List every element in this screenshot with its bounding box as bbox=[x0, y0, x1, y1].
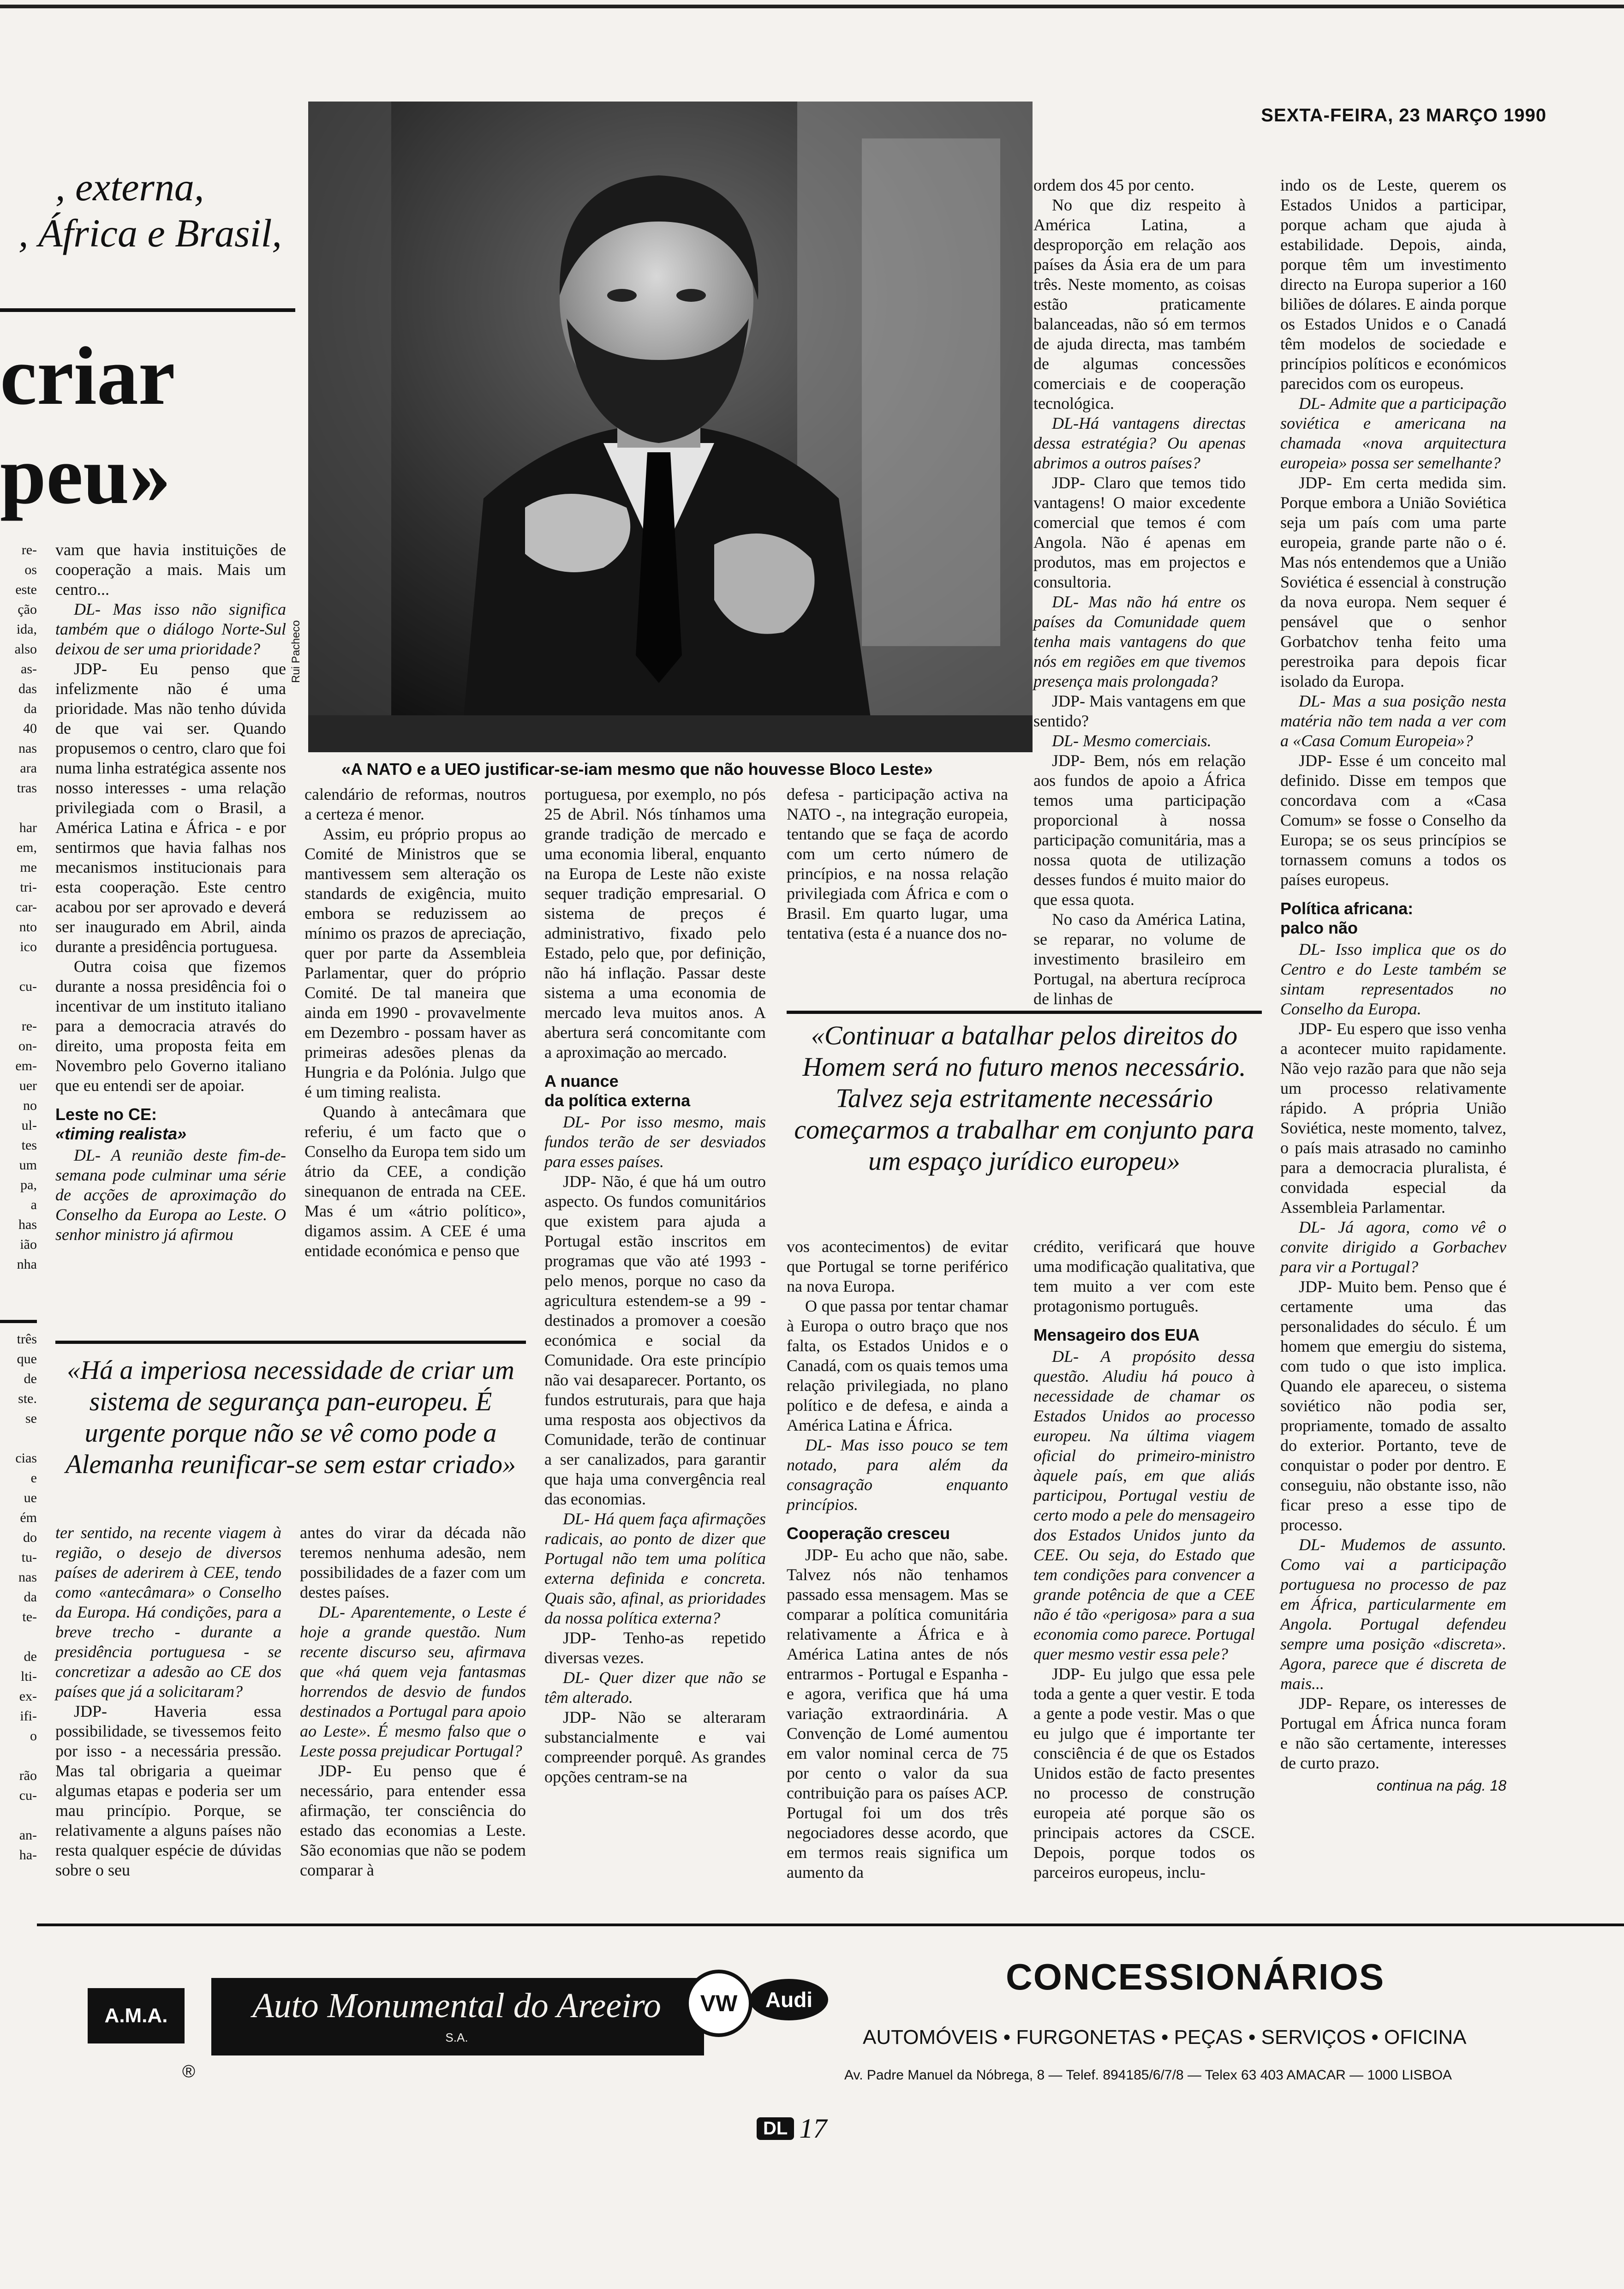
stub-fragment bbox=[0, 1746, 37, 1766]
headline-top bbox=[18, 164, 282, 256]
column-f-text-2 bbox=[1280, 940, 1506, 1773]
interview-photo bbox=[308, 102, 1033, 752]
stub-fragment: do bbox=[23, 1530, 37, 1545]
paragraph: defesa - participação activa na NATO -, na integração europeia, tentando que se faça de acordo com um certo número de princípios, e na nossa relação privilegiada com África e com o Brasil. Em quarto lugar, uma tentativa (esta é a nuance dos no- bbox=[787, 785, 1008, 942]
paragraph: JDP- Claro que temos tido vantagens! O maior excedente comercial que temos é com Angola. Não é apenas em produtos, mas em projectos e consultoria. bbox=[1033, 473, 1246, 591]
paragraph: DL-Há vantagens directas dessa estratégia? Ou apenas abrimos a outros países? bbox=[1033, 414, 1246, 472]
stub-fragment: ste. bbox=[18, 1391, 37, 1406]
paragraph: JDP- Haveria essa possibilidade, se tivessemos feito por isso - a necessária pressão. Mas tal obrigaria a queimar algumas etapas e poderia ser um mau princípio. Porque, se relativamente a alguns países não resta qualquer espécie de dúvidas sobre o seu bbox=[55, 1702, 281, 1879]
paragraph: ter sentido, na recente viagem à região, o desejo de diversos países de aderirem à CEE, tendo como «antecâmara» o Conselho da Europa. Há condições, para a breve trecho - durante a presidência portuguesa - se concretizar a adesão ao CE dos países que já a solicitaram? bbox=[55, 1523, 281, 1701]
paragraph: JDP- Muito bem. Penso que é certamente uma das personalidades do século. É um homem que emergiu do sistema, com tudo o que isto implica. Quando ele apareceu, o sistema soviético não podia ser, propriamente, tomado de assalto do exterior. Portanto, teve de conquistar o poder por dentro. E conseguiu, não obstante isso, não ficar preso a esse tipo de processo. bbox=[1280, 1277, 1506, 1534]
paragraph: DL- Admite que a participação soviética e americana na chamada «nova arquitectura europeia» possa ser semelhante? bbox=[1280, 394, 1506, 472]
stub-fragment: e bbox=[30, 1470, 37, 1486]
stub-fragment: tes bbox=[21, 1138, 37, 1153]
stub-fragment bbox=[0, 1627, 37, 1647]
column-f bbox=[1280, 175, 1506, 1915]
subheading-nuance-line-2: da política externa bbox=[544, 1091, 691, 1110]
paragraph: JDP- Tenho-as repetido diversas vezes. bbox=[544, 1629, 766, 1667]
paragraph: DL- Mudemos de assunto. Como vai a participação portuguesa no processo de paz em África, particularmente em Angola. Portugal defendeu sempre uma posição «discreta». Agora, parece que é discreta de mais... bbox=[1280, 1535, 1506, 1693]
stub-fragment bbox=[0, 957, 37, 977]
subheading-leste-line-2: «timing realista» bbox=[55, 1124, 187, 1143]
subheading-nuance bbox=[544, 1072, 766, 1110]
paragraph: antes do virar da década não teremos nenhuma adesão, nem possibilidades de a fazer com um destes países. bbox=[300, 1523, 526, 1601]
column-e-lower bbox=[1033, 1237, 1255, 1915]
portrait-illustration bbox=[308, 102, 1033, 752]
stub-fragment bbox=[0, 798, 37, 818]
paragraph: JDP- Repare, os interesses de Portugal em África nunca foram e não são certamente, interesses de curto prazo. bbox=[1280, 1694, 1506, 1772]
column-a-lower bbox=[55, 1523, 281, 1915]
column-d-lower-text-2 bbox=[787, 1545, 1008, 1882]
column-e-lower-text-2 bbox=[1033, 1347, 1255, 1882]
paragraph: JDP- Bem, nós em relação aos fundos de apoio a África temos uma participação proporcional à nossa participação comunitária, mas a nossa quota de utilização desses fundos é muito maior do que essa quota. bbox=[1033, 751, 1246, 909]
subheading-leste bbox=[55, 1105, 286, 1144]
ad-top-rule bbox=[37, 1923, 1624, 1926]
paragraph: DL- Por isso mesmo, mais fundos terão de ser desviados para esses países. bbox=[544, 1113, 766, 1171]
subheading-cooperacao-line: Cooperação cresceu bbox=[787, 1524, 950, 1543]
paragraph: vam que havia instituições de cooperação a mais. Mais um centro... bbox=[55, 540, 286, 599]
stub-fragment: da bbox=[24, 1589, 37, 1605]
stub-fragment: on- bbox=[18, 1038, 37, 1054]
paragraph: JDP- Eu julgo que essa pele toda a gente a quer vestir. E toda a gente a pode vestir. Mas o que eu julgo que é importante ter consciência é de que os Estados Unidos estão de facto presentes no processo de construção europeia até porque são os principais actores da CSCE. Depois, porque todos os parceiros europeus, inclu- bbox=[1033, 1665, 1255, 1882]
stub-fragment: no bbox=[23, 1098, 37, 1113]
stub-fragment: ha- bbox=[19, 1847, 37, 1863]
column-c bbox=[544, 785, 766, 1911]
subheading-eua-line: Mensageiro dos EUA bbox=[1033, 1325, 1200, 1344]
stub-fragment: tu- bbox=[21, 1550, 37, 1565]
paragraph: JDP- Esse é um conceito mal definido. Disse em tempos que concordava com a «Casa Comum» se fosse o Conselho da Europa; se os seus princípios se tornassem comuns a todos os países europeus. bbox=[1280, 751, 1506, 889]
stub-fragment: nas bbox=[18, 1570, 37, 1585]
stub-fragment: has bbox=[18, 1217, 37, 1232]
stub-fragment: os bbox=[24, 562, 37, 577]
page-footer bbox=[757, 2113, 827, 2145]
column-e-lower-text bbox=[1033, 1237, 1255, 1316]
column-b-text bbox=[304, 785, 526, 1261]
stub-fragment: um bbox=[19, 1157, 37, 1173]
stub-fragment: re- bbox=[21, 1019, 37, 1034]
stub-fragment: car- bbox=[15, 899, 37, 915]
subheading-africa bbox=[1280, 899, 1506, 938]
headline-big-1: criar bbox=[0, 330, 175, 422]
paragraph: DL- Há quem faça afirmações radicais, ao ponto de dizer que Portugal não tem uma política externa definida e concreta. Quais são, afinal, as prioridades da nossa política externa? bbox=[544, 1510, 766, 1627]
vw-logo bbox=[685, 1970, 752, 2037]
paragraph: DL- Quer dizer que não se têm alterado. bbox=[544, 1668, 766, 1707]
subheading-africa-line-1: Política africana: bbox=[1280, 899, 1414, 918]
paragraph: JDP- Mais vantagens em que sentido? bbox=[1033, 692, 1246, 730]
column-a-text-2 bbox=[55, 1145, 286, 1245]
vw-logo-text: VW bbox=[700, 1990, 738, 2016]
column-a-text bbox=[55, 540, 286, 1096]
column-b-lower bbox=[300, 1523, 526, 1915]
stub-fragment: har bbox=[19, 820, 37, 835]
pull-quote-right: «Continuar a batalhar pelos direitos do Homem será no futuro menos necessário. Talvez seja estritamente necessário começarmos a trabalhar em conjunto para um espaço jurídico europeu» bbox=[794, 1020, 1254, 1176]
column-f-text bbox=[1280, 175, 1506, 890]
pull-left-rule bbox=[55, 1341, 526, 1344]
column-e-text bbox=[1033, 175, 1246, 1009]
paragraph: JDP- Eu penso que infelizmente não é uma prioridade. Mas não tenho dúvida de que vai ser. Quando propusemos o centro, claro que foi numa linha estratégica assente nos nosso interesses - uma relação privilegiada com o Brasil, a América Latina e África - e por sentirmos que havia falhas nos mecanismos institucionais para esta cooperação. Este centro acabou por ser aprovado e deverá ser inaugurado em Abril, ainda durante a presidência portuguesa. bbox=[55, 659, 286, 956]
paragraph: No caso da América Latina, se reparar, no volume de investimento brasileiro em Portugal, na abertura recíproca de linhas de bbox=[1033, 910, 1246, 1008]
photo-caption: «A NATO e a UEO justificar-se-iam mesmo que não houvesse Bloco Leste» bbox=[341, 760, 933, 779]
audi-logo bbox=[750, 1979, 828, 2020]
stub-fragment: nas bbox=[18, 741, 37, 756]
paragraph: Outra coisa que fizemos durante a nossa presidência foi o incentivar de um instituto italiano para a democracia através do direito, uma proposta feita em Novembro pelo Governo italiano que eu entendi ser de apoiar. bbox=[55, 957, 286, 1095]
stub-fragment: cu- bbox=[19, 1788, 37, 1803]
column-b-lower-text bbox=[300, 1523, 526, 1880]
subheading-africa-line-2: palco não bbox=[1280, 918, 1358, 937]
pull-quote-left: «Há a imperiosa necessidade de criar um sistema de segurança pan-europeu. É urgente porque não se vê como pode a Alemanha reunificar-se sem estar criado» bbox=[65, 1355, 516, 1479]
stub-fragment: re- bbox=[21, 542, 37, 557]
stub-fragment: três bbox=[17, 1331, 37, 1347]
stub-fragment: 40 bbox=[23, 721, 37, 736]
page-date: SEXTA-FEIRA, 23 MARÇO 1990 bbox=[1261, 105, 1546, 126]
ad-title: CONCESSIONÁRIOS bbox=[1006, 1956, 1385, 1997]
stub-fragment: de bbox=[24, 1649, 37, 1664]
stub-fragment: ção bbox=[18, 602, 37, 617]
column-a-lower-text bbox=[55, 1523, 281, 1880]
stub-fragment: ue bbox=[24, 1490, 37, 1505]
brand-sa: S.A. bbox=[445, 2031, 468, 2044]
stub-fragment: ida, bbox=[16, 622, 37, 637]
left-stub-column-lower bbox=[0, 1329, 37, 1865]
stub-fragment bbox=[0, 996, 37, 1016]
stub-fragment: que bbox=[17, 1351, 37, 1366]
stub-fragment: este bbox=[15, 582, 37, 597]
stub-fragment: ifi- bbox=[20, 1708, 37, 1724]
subheading-cooperacao bbox=[787, 1524, 1008, 1543]
paragraph: Assim, eu próprio propus ao Comité de Ministros que se mantivessem sem alteração os standards de exigência, muito embora se reduzissem ao mínimo os prazos de apreciação, quer por parte da Assembleia Parlamentar, quer do próprio Comité. De tal maneira que ainda em 1990 - provavelmente em Dezembro - possam haver as primeiras adesões plenas da Hungria e da Polónia. Julgo que é um timing realista. bbox=[304, 825, 526, 1101]
paragraph: DL- Mas não há entre os países da Comunidade quem tenha mais vantagens do que nós em regiões em que tivemos presença mais prolongada? bbox=[1033, 593, 1246, 690]
headline-rule bbox=[0, 308, 295, 312]
stub-fragment bbox=[0, 1428, 37, 1448]
paragraph: portuguesa, por exemplo, no pós 25 de Abril. Nós tínhamos uma grande tradição de mercado e uma economia liberal, enquanto na Europa de Leste não existe sequer tradição empresarial. O sistema de preços é administrativo, fixado pelo Estado, pelo que, por definição, não há inflação. Passar deste sistema a uma economia de mercado leva muitos anos. A abertura será concomitante com a aproximação ao mercado. bbox=[544, 785, 766, 1061]
brand-name: Auto Monumental do Areeiro bbox=[252, 1986, 661, 2025]
stub-fragment: ém bbox=[20, 1510, 37, 1525]
photo-credit: Rui Pacheco bbox=[290, 620, 302, 683]
stub-fragment: as- bbox=[21, 661, 37, 677]
headline-big-2: peu» bbox=[0, 429, 171, 521]
registered-mark: ® bbox=[182, 2062, 195, 2081]
stub-fragment: also bbox=[14, 641, 37, 657]
paragraph: JDP- Eu penso que é necessário, para entender essa afirmação, ter consciência do estado das economias a Leste. São economias que não se podem comparar à bbox=[300, 1762, 526, 1879]
paragraph: DL- A reunião deste fim-de-semana pode culminar uma série de acções de aproximação do Conselho da Europa ao Leste. O senhor ministro já afirmou bbox=[55, 1146, 286, 1244]
stub-fragment: em- bbox=[15, 1058, 37, 1073]
stub-fragment: o bbox=[30, 1728, 37, 1744]
paragraph: DL- Aparentemente, o Leste é hoje a grande questão. Num recente discurso seu, afirmava que «há quem veja fantasmas horrendos de desvio de fundos destinados a Portugal para apoio ao Leste». É mesmo falso que o Leste possa prejudicar Portugal? bbox=[300, 1603, 526, 1760]
top-border bbox=[0, 5, 1624, 8]
paragraph: O que passa por tentar chamar à Europa o outro braço que nos falta, os Estados Unidos e o Canadá, com os quais temos uma relação privilegiada, no plano político e de defesa, e ainda a América Latina e África. bbox=[787, 1297, 1008, 1434]
paragraph: indo os de Leste, querem os Estados Unidos a participar, porque acham que ajuda à estabilidade. Depois, ainda, porque têm um investimento directo na Europa superior a 160 biliões de dólares. E ainda porque os Estados Unidos e o Canadá têm modelos de sociedade e princípios políticos e económicos parecidos com os europeus. bbox=[1280, 176, 1506, 393]
paragraph: JDP- Eu acho que não, sabe. Talvez nós não tenhamos passado essa mensagem. Mas se comparar a política comunitária relativamente a África e à América Latina antes de nós entrarmos - Portugal e Espanha - e agora, verifica que há uma variação extraordinária. A Convenção de Lomé aumentou em valor nominal cerca de 75 por cento o valor da sua contribuição para os países ACP. Portugal foi um dos três negociadores desse acordo, que em termos reais significa um aumento da bbox=[787, 1546, 1008, 1882]
stub-fragment: das bbox=[18, 681, 37, 696]
column-d bbox=[787, 785, 1008, 1001]
paragraph: Quando à antecâmara que referiu, é um facto que o Conselho da Europa tem sido um átrio da CEE, a condição sinequanon de entrada na CEE. Mas é um «átrio político», digamos assim. A CEE é uma entidade económica e penso que bbox=[304, 1103, 526, 1260]
paragraph: DL- Isso implica que os do Centro e do Leste também se sintam representados no Conselho da Europa. bbox=[1280, 940, 1506, 1018]
page-number: 17 bbox=[799, 2113, 827, 2144]
stub-fragment: nto bbox=[19, 919, 37, 935]
paragraph: JDP- Eu espero que isso venha a acontecer muito rapidamente. Não vejo razão para que não seja um processo relativamente rápido. A própria União Soviética, neste momento, talvez, o país mais atrasado no caminho para a democracia pluralista, é convidada especial da Assembleia Parlamentar. bbox=[1280, 1019, 1506, 1216]
paragraph: DL- Mas a sua posição nesta matéria não tem nada a ver com a «Casa Comum Europeia»? bbox=[1280, 692, 1506, 750]
ad-services: AUTOMÓVEIS • FURGONETAS • PEÇAS • SERVIÇOS • OFICINA bbox=[863, 2026, 1467, 2049]
stub-fragment: nha bbox=[17, 1257, 37, 1272]
column-a bbox=[55, 540, 286, 1244]
stub-fragment: ião bbox=[20, 1237, 37, 1252]
stub-fragment: tras bbox=[17, 780, 37, 796]
paragraph: vos acontecimentos) de evitar que Portugal se torne periférico na nova Europa. bbox=[787, 1237, 1008, 1295]
paragraph: No que diz respeito à América Latina, a desproporção em relação aos países da Ásia era de um para três. Neste momento, as coisas estão praticamente balanceadas, não só em termos de ajuda directa, mas também de algumas concessões comerciais e de cooperação tecnológica. bbox=[1033, 196, 1246, 413]
pull-right-rule bbox=[787, 1011, 1262, 1014]
headline-top-line-2: , África e Brasil, bbox=[18, 211, 282, 255]
paragraph: DL- Já agora, como vê o convite dirigido a Gorbachev para vir a Portugal? bbox=[1280, 1218, 1506, 1276]
ama-logo bbox=[88, 1988, 185, 2043]
paragraph: ordem dos 45 por cento. bbox=[1033, 176, 1194, 194]
column-b bbox=[304, 785, 526, 1338]
stub-fragment: me bbox=[20, 860, 37, 875]
ama-logo-text: A.M.A. bbox=[104, 2004, 168, 2027]
stub-fragment bbox=[0, 1805, 37, 1825]
stub-fragment: tri- bbox=[20, 880, 37, 895]
audi-logo-text: Audi bbox=[765, 1988, 813, 2012]
left-stub-rule bbox=[0, 1320, 37, 1323]
stub-fragment: uer bbox=[19, 1078, 37, 1093]
ad-address: Av. Padre Manuel da Nóbrega, 8 — Telef. 894185/6/7/8 — Telex 63 403 AMACAR — 1000 LISBOA bbox=[844, 2067, 1452, 2083]
paragraph: calendário de reformas, noutros a certeza é menor. bbox=[304, 785, 526, 823]
advertisement bbox=[0, 1923, 1624, 2140]
stub-fragment: ico bbox=[20, 939, 37, 954]
stub-fragment: em, bbox=[16, 840, 37, 855]
paragraph: crédito, verificará que houve uma modificação qualitativa, que tem muito a ver com este protagonismo português. bbox=[1033, 1237, 1255, 1315]
stub-fragment: se bbox=[25, 1411, 37, 1426]
subheading-eua bbox=[1033, 1325, 1255, 1345]
stub-fragment: a bbox=[30, 1197, 37, 1212]
subheading-nuance-line-1: A nuance bbox=[544, 1072, 619, 1091]
paragraph: DL- Mesmo comerciais. bbox=[1052, 731, 1212, 750]
stub-fragment: cu- bbox=[19, 979, 37, 994]
left-stub-column bbox=[0, 540, 37, 1274]
headline-top-line-1: , externa, bbox=[55, 165, 204, 209]
paragraph: DL- Mas isso pouco se tem notado, para além da consagração enquanto princípios. bbox=[787, 1436, 1008, 1514]
stub-fragment: ul- bbox=[21, 1118, 37, 1133]
stub-fragment: lti- bbox=[21, 1669, 37, 1684]
column-c-text bbox=[544, 785, 766, 1062]
paragraph: DL- Mas isso não significa também que o diálogo Norte-Sul deixou de ser uma prioridade? bbox=[55, 600, 286, 658]
column-d-lower-text bbox=[787, 1237, 1008, 1515]
paragraph: DL- A propósito dessa questão. Aludiu há pouco à necessidade de chamar os Estados Unidos ao processo europeu. Na última viagem oficial do primeiro-ministro àquele país, em que aliás participou, Portugal vestiu de certo modo a pele do mensageiro dos Estados Unidos junto da CEE. Ou seja, do Estado que tem condições para convencer a grande potência de que a CEE não é tão «perigosa» para a sua economia como parece. Portugal quer mesmo vestir essa pele? bbox=[1033, 1347, 1255, 1663]
paragraph: JDP- Em certa medida sim. Porque embora a União Soviética seja um país com uma parte europeia, grande parte não o é. Mas nós entendemos que a União Soviética é essencial à construção da nova europa. Nem sequer é pensável que o senhor Gorbatchov tenha feito uma perestroika para depois ficar isolado da Europa. bbox=[1280, 473, 1506, 690]
paragraph: JDP- Não se alteraram substancialmente e vai compreender porquê. As grandes opções centram-se na bbox=[544, 1708, 766, 1786]
stub-fragment: da bbox=[24, 701, 37, 716]
column-d-text bbox=[787, 785, 1008, 943]
column-d-lower bbox=[787, 1237, 1008, 1915]
stub-fragment: te- bbox=[22, 1609, 37, 1624]
stub-fragment: rão bbox=[19, 1768, 37, 1783]
stub-fragment: cias bbox=[15, 1450, 37, 1466]
stub-fragment: ara bbox=[20, 761, 37, 776]
stub-fragment: de bbox=[24, 1371, 37, 1386]
footer-logo: DL bbox=[757, 2117, 794, 2140]
column-c-text-2 bbox=[544, 1112, 766, 1787]
stub-fragment: an- bbox=[19, 1828, 37, 1843]
column-e bbox=[1033, 175, 1246, 1006]
subheading-leste-line-1: Leste no CE: bbox=[55, 1105, 157, 1124]
paragraph: JDP- Não, é que há um outro aspecto. Os fundos comunitários que existem para ajuda a Portugal estão inscritos em programas que vão até 1993 - pelo menos, porque no caso da agricultura estendem-se a 99 - destinados a promover a coesão económica e social da Comunidade. Ora este princípio não vai desaparecer. Portanto, os fundos estruturais, para que haja uma resposta aos objectivos da Comunidade, terão de continuar a ser canalizados, para garantir que haja uma convergência real das economias. bbox=[544, 1172, 766, 1508]
stub-fragment: pa, bbox=[20, 1177, 37, 1192]
continues-note: continua na pág. 18 bbox=[1376, 1777, 1506, 1794]
stub-fragment: ex- bbox=[19, 1689, 37, 1704]
